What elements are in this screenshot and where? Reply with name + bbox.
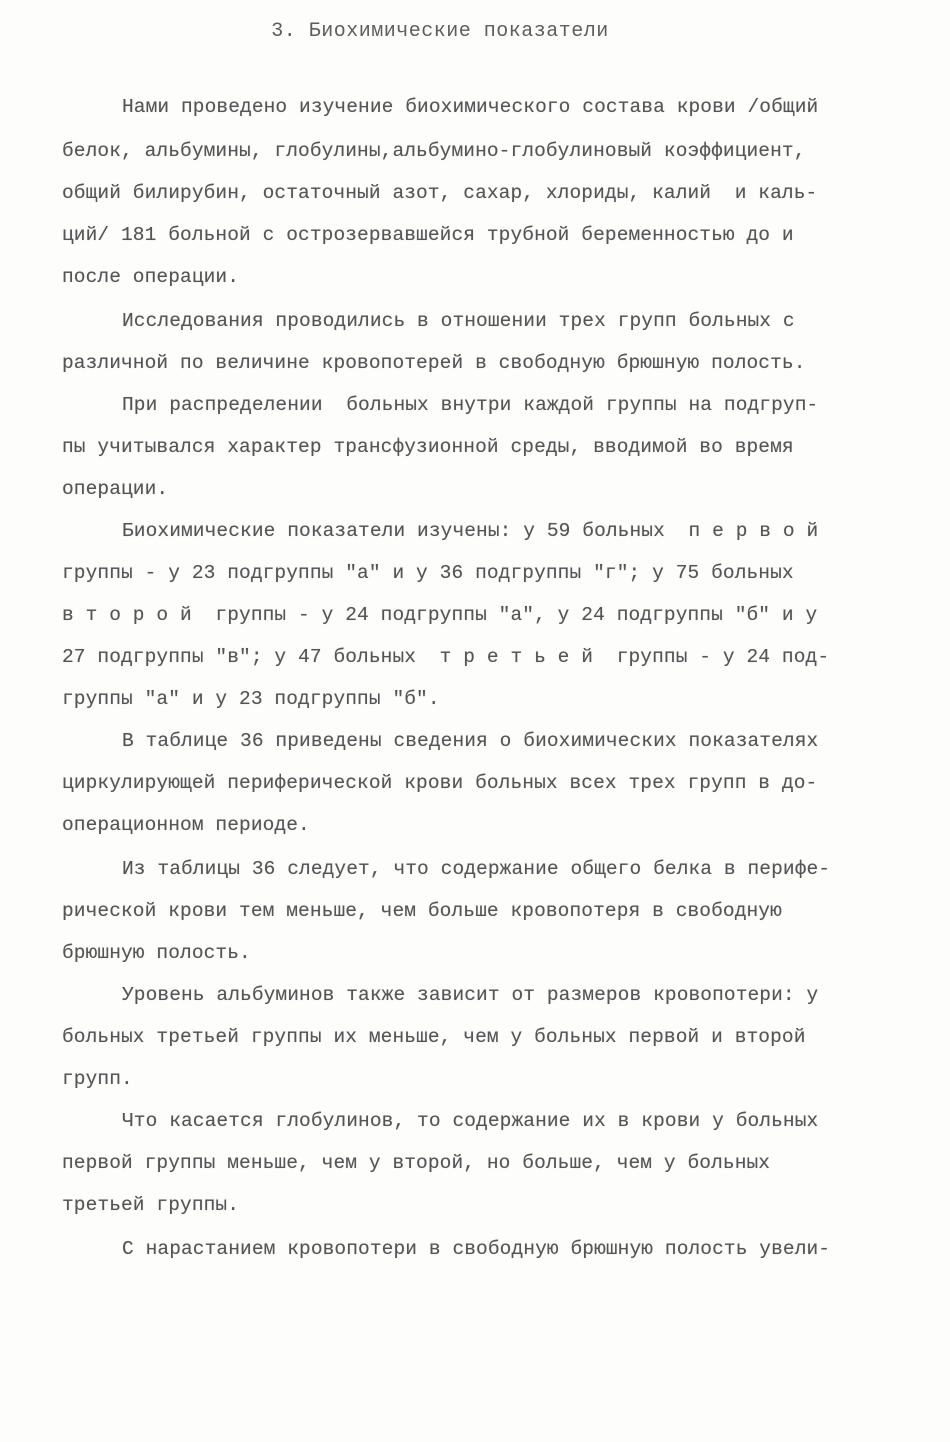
text-line: 27 подгруппы "в"; у 47 больных т р е т ь е й группы - у 24 под- bbox=[62, 646, 830, 668]
text-line: больных третьей группы их меньше, чем у больных первой и второй bbox=[62, 1026, 806, 1048]
text-line: белок, альбумины, глобулины,альбумино-глобулиновый коэффициент, bbox=[62, 140, 806, 162]
text-line: Нами проведено изучение биохимического состава крови /общий bbox=[122, 96, 819, 118]
text-line: операции. bbox=[62, 478, 169, 500]
text-line: первой группы меньше, чем у второй, но больше, чем у больных bbox=[62, 1152, 771, 1174]
text-line: Уровень альбуминов также зависит от размеров кровопотери: у bbox=[122, 984, 819, 1006]
text-line: операционном периоде. bbox=[62, 814, 310, 836]
text-line: брюшную полость. bbox=[62, 942, 251, 964]
text-line: С нарастанием кровопотери в свободную брюшную полость увели- bbox=[122, 1238, 831, 1260]
text-line: общий билирубин, остаточный азот, сахар, хлориды, калий и каль- bbox=[62, 182, 818, 204]
section-heading: 3. Биохимические показатели bbox=[271, 20, 609, 43]
text-line: пы учитывался характер трансфузионной среды, вводимой во время bbox=[62, 436, 794, 458]
text-line: различной по величине кровопотерей в свободную брюшную полость. bbox=[62, 352, 806, 374]
text-line: циркулирующей периферической крови больных всех трех групп в до- bbox=[62, 772, 818, 794]
text-line: группы - у 23 подгруппы "а" и у 36 подгруппы "г"; у 75 больных bbox=[62, 562, 794, 584]
text-line: Что касается глобулинов, то содержание их в крови у больных bbox=[122, 1110, 819, 1132]
text-line: третьей группы. bbox=[62, 1194, 240, 1216]
text-line: Биохимические показатели изучены: у 59 больных п е р в о й bbox=[122, 520, 819, 542]
text-line: рической крови тем меньше, чем больше кровопотеря в свободную bbox=[62, 900, 782, 922]
text-line: группы "а" и у 23 подгруппы "б". bbox=[62, 688, 440, 710]
text-line: после операции. bbox=[62, 266, 240, 288]
text-line: в т о р о й группы - у 24 подгруппы "а", у 24 подгруппы "б" и у bbox=[62, 604, 818, 626]
text-line: ций/ 181 больной с острозервавшейся трубной беременностью до и bbox=[62, 224, 794, 246]
text-line: При распределении больных внутри каждой группы на подгруп- bbox=[122, 394, 819, 416]
text-line: Из таблицы 36 следует, что содержание общего белка в перифе- bbox=[122, 858, 831, 880]
text-line: групп. bbox=[62, 1068, 133, 1090]
text-line: Исследования проводились в отношении трех групп больных с bbox=[122, 310, 795, 332]
text-line: В таблице 36 приведены сведения о биохимических показателях bbox=[122, 730, 819, 752]
